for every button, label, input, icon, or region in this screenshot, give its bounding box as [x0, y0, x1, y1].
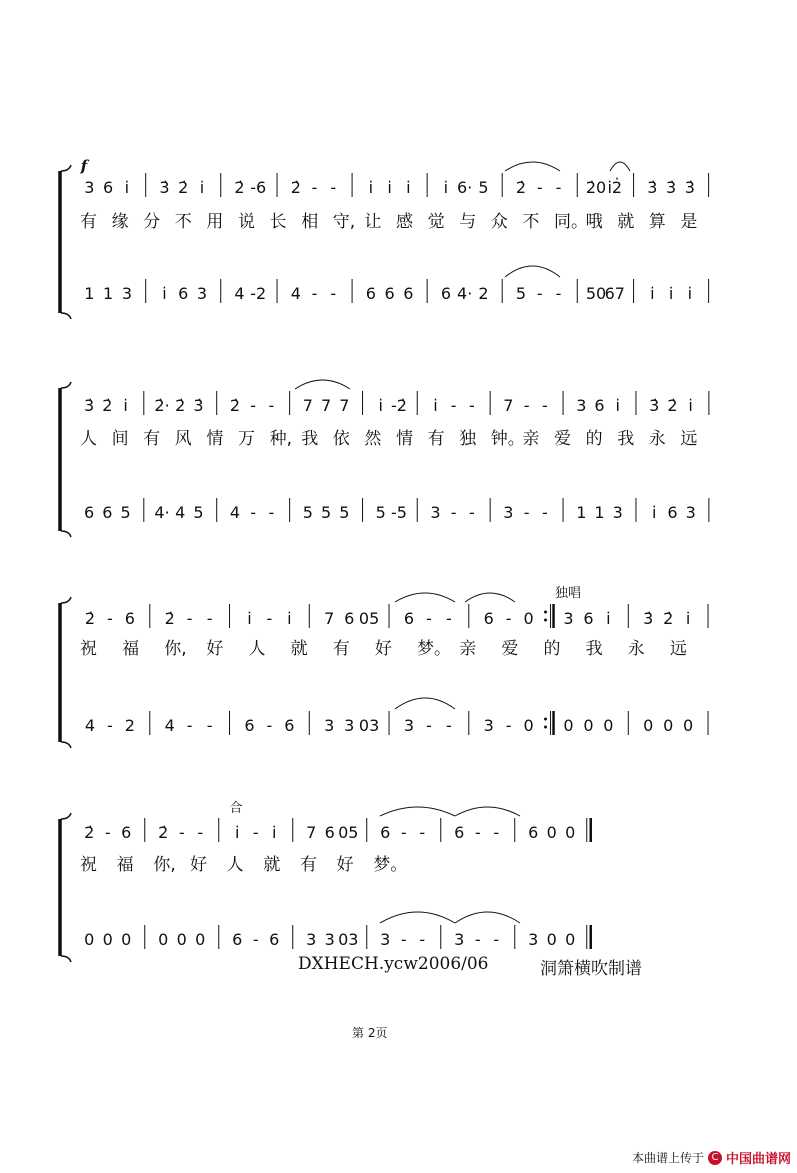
voice1-note: 7 [324, 609, 335, 628]
voice1-note: -2̇ [391, 396, 407, 415]
voice2-note: 5 [320, 503, 332, 522]
site-logo-icon: C [708, 1151, 722, 1165]
lyric-char: 有 [300, 855, 317, 875]
voice2-note: - [330, 284, 337, 303]
lyric-char: 人 [80, 429, 97, 449]
voice1-note: - [107, 609, 113, 628]
voice2-note: 6 [84, 503, 95, 522]
voice2-note: 5 [339, 503, 350, 522]
voice1-note: 5 [478, 178, 489, 197]
voice2-note: 4 [234, 284, 245, 303]
section-mark: 独唱 [554, 586, 582, 601]
repeat-dot [544, 611, 547, 614]
voice1-note: 2̇ [234, 178, 245, 197]
voice1-note: i̇ [287, 609, 292, 628]
lyric-char: 永 [648, 429, 666, 449]
voice2-note: - [107, 716, 113, 735]
voice2-note: 6 [440, 284, 452, 303]
bracket-bottom-hook [61, 313, 71, 319]
lyric-char: 感 [396, 212, 413, 232]
lyric-char: 是 [680, 212, 698, 232]
slur [505, 162, 560, 171]
lyric-char: 梦。 [417, 639, 452, 659]
voice2-note: 0 [583, 716, 594, 735]
credit-code: DXHECH.ycw2006/06 [298, 954, 489, 974]
lyric-char: 就 [290, 639, 308, 659]
lyric-char: 同。 [554, 212, 588, 232]
voice1-note: 6 [583, 609, 594, 628]
voice1-note: - [186, 609, 193, 628]
voice2-note: - [206, 716, 213, 735]
lyric-char: 让 [364, 212, 382, 232]
voice2-note: - [186, 716, 193, 735]
lyric-char: 情 [206, 429, 224, 449]
lyric-char: 你, [153, 855, 176, 875]
dynamic-mark: f [80, 157, 88, 175]
lyric-char: 的 [585, 429, 603, 449]
bracket-top-hook [61, 382, 71, 388]
voice2-note: 0 [195, 930, 206, 949]
lyric-char: 不 [174, 212, 192, 232]
voice1-note: i̇ [606, 609, 611, 628]
voice1-note: 2̇· [154, 396, 170, 415]
voice2-note: 6 [269, 930, 280, 949]
voice2-note: - [450, 503, 457, 522]
voice1-note: 2̇ [158, 823, 169, 842]
lyric-char: 有 [143, 429, 161, 449]
voice1-note: 6 [324, 823, 335, 842]
slur [295, 380, 350, 389]
voice2-note: 5 [375, 503, 386, 522]
voice2-note: 0 [683, 716, 694, 735]
voice2-note: 0 [563, 716, 574, 735]
voice2-note: - [474, 930, 481, 949]
voice1-note: 2̇ [102, 396, 113, 415]
repeat-dot [544, 718, 547, 721]
voice1-note: - [426, 609, 432, 628]
voice1-note: - [555, 178, 562, 197]
voice2-note: 6 [403, 284, 414, 303]
lyric-char: 独 [459, 429, 477, 449]
lyric-char: 算 [648, 212, 666, 232]
lyric-char: 亲 [459, 639, 477, 659]
voice2-note: 3 [196, 284, 208, 303]
slur [395, 593, 455, 602]
lyric-char: 福 [122, 639, 140, 659]
voice1-note: - [252, 823, 259, 842]
voice1-note: 6 [483, 609, 494, 628]
voice2-note: - [419, 930, 426, 949]
voice2-note: 2 [478, 284, 489, 303]
voice2-note: 1 [576, 503, 587, 522]
voice1-note: - [266, 609, 273, 628]
bracket-top-hook [61, 813, 71, 819]
voice2-note: 03 [358, 716, 380, 735]
lyric-char: 我 [617, 429, 635, 449]
lyric-char: 远 [680, 429, 698, 449]
voice2-note: 6 [667, 503, 678, 522]
voice2-note: i̇ [668, 284, 674, 303]
voice1-note: - [469, 396, 475, 415]
voice2-note: 3 [380, 930, 391, 949]
voice2-note: - [268, 503, 275, 522]
voice1-note: 6 [380, 823, 391, 842]
voice2-note: - [250, 503, 257, 522]
lyric-char: 有 [427, 429, 445, 449]
voice2-note: -2 [250, 284, 267, 303]
voice2-note: 4 [290, 284, 301, 303]
bracket-bottom-hook [61, 742, 71, 748]
voice1-note: 2̇0 [585, 178, 607, 197]
voice1-note: 7 [320, 396, 332, 415]
voice1-note: 2̇ [84, 823, 95, 842]
footer-text: 本曲谱上传于 [631, 1151, 704, 1165]
voice1-note: i̇ [235, 823, 240, 842]
lyric-char: 用 [206, 212, 224, 232]
voice2-note: 3 [324, 716, 335, 735]
voice1-note: 2̇ [290, 178, 301, 197]
lyric-char: 人 [226, 855, 244, 875]
voice1-note: 6· [457, 178, 473, 197]
voice2-note: 0 [546, 930, 557, 949]
voice1-note: - [268, 396, 275, 415]
voice1-note: - [330, 178, 337, 197]
voice2-note: -5 [391, 503, 407, 522]
voice1-note: 3̇ [159, 178, 170, 197]
lyric-char: 好 [336, 855, 354, 875]
voice2-note: 0 [643, 716, 654, 735]
voice1-note: i̇ [615, 396, 620, 415]
voice1-note: 6 [124, 609, 135, 628]
voice2-note: i̇ [651, 503, 657, 522]
bracket-top-hook [61, 165, 71, 171]
lyric-char: 远 [669, 639, 687, 659]
voice1-note: 2̇ [663, 609, 674, 628]
voice1-note: i̇ [443, 178, 449, 197]
lyric-char: 好 [206, 639, 224, 659]
site-logo-text[interactable]: 中国曲谱网 [725, 1152, 791, 1167]
voice1-note: - [505, 609, 512, 628]
slur [455, 807, 520, 816]
lyric-char: 长 [269, 212, 287, 232]
voice1-note: 3 [563, 609, 574, 628]
voice2-note: - [252, 930, 259, 949]
voice1-note: - [445, 609, 452, 628]
voice2-note: - [541, 503, 548, 522]
voice1-note: - [250, 396, 257, 415]
voice2-note: i̇ [687, 284, 693, 303]
voice2-note: 6 [284, 716, 295, 735]
voice2-note: 3 [121, 284, 133, 303]
lyric-char: 梦。 [373, 855, 408, 875]
voice1-note: 6 [344, 609, 355, 628]
voice1-note: 3̇ [647, 178, 658, 197]
lyric-char: 与 [459, 212, 477, 232]
lyric-char: 就 [263, 855, 281, 875]
voice2-note: 50 [585, 284, 607, 303]
voice2-note: 6 [102, 503, 113, 522]
voice2-note: - [536, 284, 543, 303]
voice1-note: 7 [339, 396, 350, 415]
lyric-char: 我 [301, 429, 319, 449]
voice1-note: 0 [523, 609, 534, 628]
voice2-note: 3 [430, 503, 441, 522]
bracket-bottom-hook [61, 531, 71, 537]
voice1-note: 2̇ [229, 396, 241, 415]
voice2-note: 3 [685, 503, 696, 522]
voice1-note: - [493, 823, 500, 842]
voice1-note: i̇ [199, 178, 205, 197]
credit-author: 洞箫横吹制谱 [540, 959, 642, 979]
lyric-char: 依 [332, 429, 350, 449]
voice2-note: 5 [515, 284, 527, 303]
voice2-note: 03 [338, 930, 359, 949]
voice1-note: - [178, 823, 185, 842]
slur [380, 912, 455, 923]
voice2-note: 3 [528, 930, 539, 949]
voice1-note: 3 [576, 396, 587, 415]
voice1-note: 7 [306, 823, 317, 842]
lyric-char: 分 [143, 212, 161, 232]
voice2-note: - [523, 503, 530, 522]
voice2-note: i̇ [162, 284, 167, 303]
lyric-char: 情 [396, 429, 413, 449]
bracket-bottom-hook [61, 956, 71, 962]
voice2-note: 0 [102, 930, 113, 949]
voice2-note: 0 [663, 716, 674, 735]
voice1-note: - [197, 823, 204, 842]
voice1-note: - [474, 823, 481, 842]
voice2-note: 2 [124, 716, 135, 735]
lyric-char: 守, [332, 212, 356, 232]
voice1-note: 2̇ [667, 396, 678, 415]
lyric-char: 祝 [80, 639, 97, 659]
voice1-note: - [206, 609, 213, 628]
lyric-char: 缘 [111, 212, 129, 232]
slur [465, 593, 515, 602]
voice1-note: 3̇ [665, 178, 677, 197]
voice2-note: 4 [229, 503, 241, 522]
voice1-note: 6 [454, 823, 465, 842]
lyric-char: 爱 [554, 429, 571, 449]
voice1-note: 7 [302, 396, 313, 415]
voice1-note: i̇ [387, 178, 392, 197]
voice2-note: 0 [565, 930, 576, 949]
slur [455, 912, 520, 923]
voice2-note: - [400, 930, 407, 949]
voice2-note: - [445, 716, 452, 735]
section-mark: 合 [229, 801, 243, 816]
voice2-note: 3 [324, 930, 335, 949]
voice1-note: 3 [84, 178, 95, 197]
voice2-note: - [493, 930, 500, 949]
voice1-note: i̇2̇ [607, 178, 623, 197]
voice1-note: i̇ [368, 178, 374, 197]
voice2-note: 6 [232, 930, 243, 949]
voice1-note: 3̇ [193, 396, 204, 415]
voice2-note: 0 [84, 930, 95, 949]
slur [610, 162, 630, 171]
lyric-char: 祝 [80, 855, 97, 875]
voice2-note: 0 [176, 930, 187, 949]
voice1-note: i̇ [378, 396, 383, 415]
voice2-note: 5 [302, 503, 313, 522]
voice2-note: 0 [603, 716, 614, 735]
voice2-note: 3 [306, 930, 317, 949]
voice1-note: 0 [565, 823, 576, 842]
lyric-char: 万 [238, 429, 255, 449]
lyric-char: 福 [116, 855, 134, 875]
lyric-char: 钟。 [490, 429, 525, 449]
voice2-note: 6 [384, 284, 395, 303]
lyric-char: 亲 [522, 429, 540, 449]
voice1-note: i̇ [272, 823, 277, 842]
lyric-char: 种, [269, 429, 293, 449]
voice1-note: 6 [528, 823, 539, 842]
voice1-note: i̇ [685, 609, 691, 628]
lyric-char: 有 [80, 212, 97, 232]
voice1-note: 7 [503, 396, 514, 415]
voice2-note: 3 [612, 503, 623, 522]
voice2-note: 4 [84, 716, 96, 735]
voice2-note: - [311, 284, 318, 303]
voice2-note: 6 [365, 284, 376, 303]
voice2-note: - [469, 503, 475, 522]
voice1-note: 3̇ [649, 396, 660, 415]
bracket-top-hook [61, 597, 71, 603]
voice2-note: 4 [175, 503, 186, 522]
lyric-char: 你, [164, 639, 187, 659]
lyric-char: 我 [585, 639, 603, 659]
voice1-note: - [311, 178, 318, 197]
voice1-note: 0 [546, 823, 557, 842]
voice1-note: i̇ [433, 396, 438, 415]
voice1-note: 6 [594, 396, 605, 415]
voice2-note: 67 [604, 284, 625, 303]
slur [380, 807, 455, 816]
lyric-char: 风 [174, 429, 192, 449]
lyric-char: 好 [374, 639, 392, 659]
voice2-note: 0 [121, 930, 132, 949]
lyric-char: 爱 [501, 639, 519, 659]
lyric-char: 就 [617, 212, 635, 232]
voice2-note: 6 [178, 284, 189, 303]
voice1-note: 2̇ [515, 178, 527, 197]
voice1-note: 3̇ [84, 396, 95, 415]
voice2-note: 3 [344, 716, 355, 735]
page-number: 第 2页 [352, 1026, 388, 1040]
voice1-note: i̇ [123, 396, 128, 415]
voice2-note: i̇ [650, 284, 655, 303]
voice2-note: 1 [103, 284, 114, 303]
voice1-note: 6 [121, 823, 132, 842]
voice1-note: 2̇ [84, 609, 96, 628]
voice1-note: 2̇ [164, 609, 175, 628]
repeat-dot [544, 726, 547, 729]
voice2-note: 3 [503, 503, 514, 522]
voice1-note: i̇ [406, 178, 411, 197]
voice1-note: 3̇ [684, 178, 695, 197]
voice2-note: 4· [457, 284, 473, 303]
voice2-note: - [555, 284, 562, 303]
voice1-note: 3̇ [643, 609, 654, 628]
voice1-note: 6 [103, 178, 114, 197]
lyric-char: 说 [238, 212, 255, 232]
lyric-char: 永 [627, 639, 645, 659]
lyric-char: 众 [490, 212, 508, 232]
voice1-note: - [400, 823, 407, 842]
lyric-char: 间 [111, 429, 129, 449]
voice2-note: - [266, 716, 273, 735]
voice2-note: 1 [594, 503, 605, 522]
lyric-char: 哦 [585, 212, 603, 232]
voice1-note: i̇ [688, 396, 693, 415]
repeat-dot [544, 619, 547, 622]
voice2-note: - [505, 716, 512, 735]
voice1-note: 2̇ [178, 178, 189, 197]
voice1-note: -6 [250, 178, 267, 197]
voice1-note: - [450, 396, 457, 415]
voice1-note: i̇ [124, 178, 130, 197]
voice2-note: 6 [244, 716, 255, 735]
voice2-note: - [426, 716, 432, 735]
footer-source [632, 1148, 791, 1167]
voice2-note: 0 [523, 716, 534, 735]
lyric-char: 不 [522, 212, 540, 232]
voice1-note: 05 [358, 609, 380, 628]
lyric-char: 然 [364, 429, 382, 449]
voice2-note: 4· [154, 503, 170, 522]
voice2-note: 0 [158, 930, 169, 949]
voice1-note: - [523, 396, 530, 415]
voice1-note: - [541, 396, 548, 415]
voice1-note: - [104, 823, 111, 842]
voice2-note: 1 [84, 284, 95, 303]
voice2-note: 5 [193, 503, 204, 522]
lyric-char: 相 [301, 212, 319, 232]
voice1-note: i̇ [247, 609, 252, 628]
slur [395, 698, 455, 709]
lyric-char: 的 [543, 639, 561, 659]
voice1-note: - [536, 178, 543, 197]
voice2-note: 3 [454, 930, 465, 949]
lyric-char: 觉 [427, 212, 445, 232]
voice2-note: 4 [164, 716, 175, 735]
voice2-note: 5 [120, 503, 131, 522]
slur [505, 266, 560, 277]
voice1-note: - [419, 823, 426, 842]
voice2-note: 3 [483, 716, 494, 735]
voice1-note: 05 [338, 823, 359, 842]
voice1-note: 2̇ [175, 396, 186, 415]
lyric-char: 好 [190, 855, 207, 875]
voice2-note: 3 [403, 716, 415, 735]
lyric-char: 有 [332, 639, 350, 659]
voice1-note: 6 [403, 609, 415, 628]
lyric-char: 人 [248, 639, 266, 659]
